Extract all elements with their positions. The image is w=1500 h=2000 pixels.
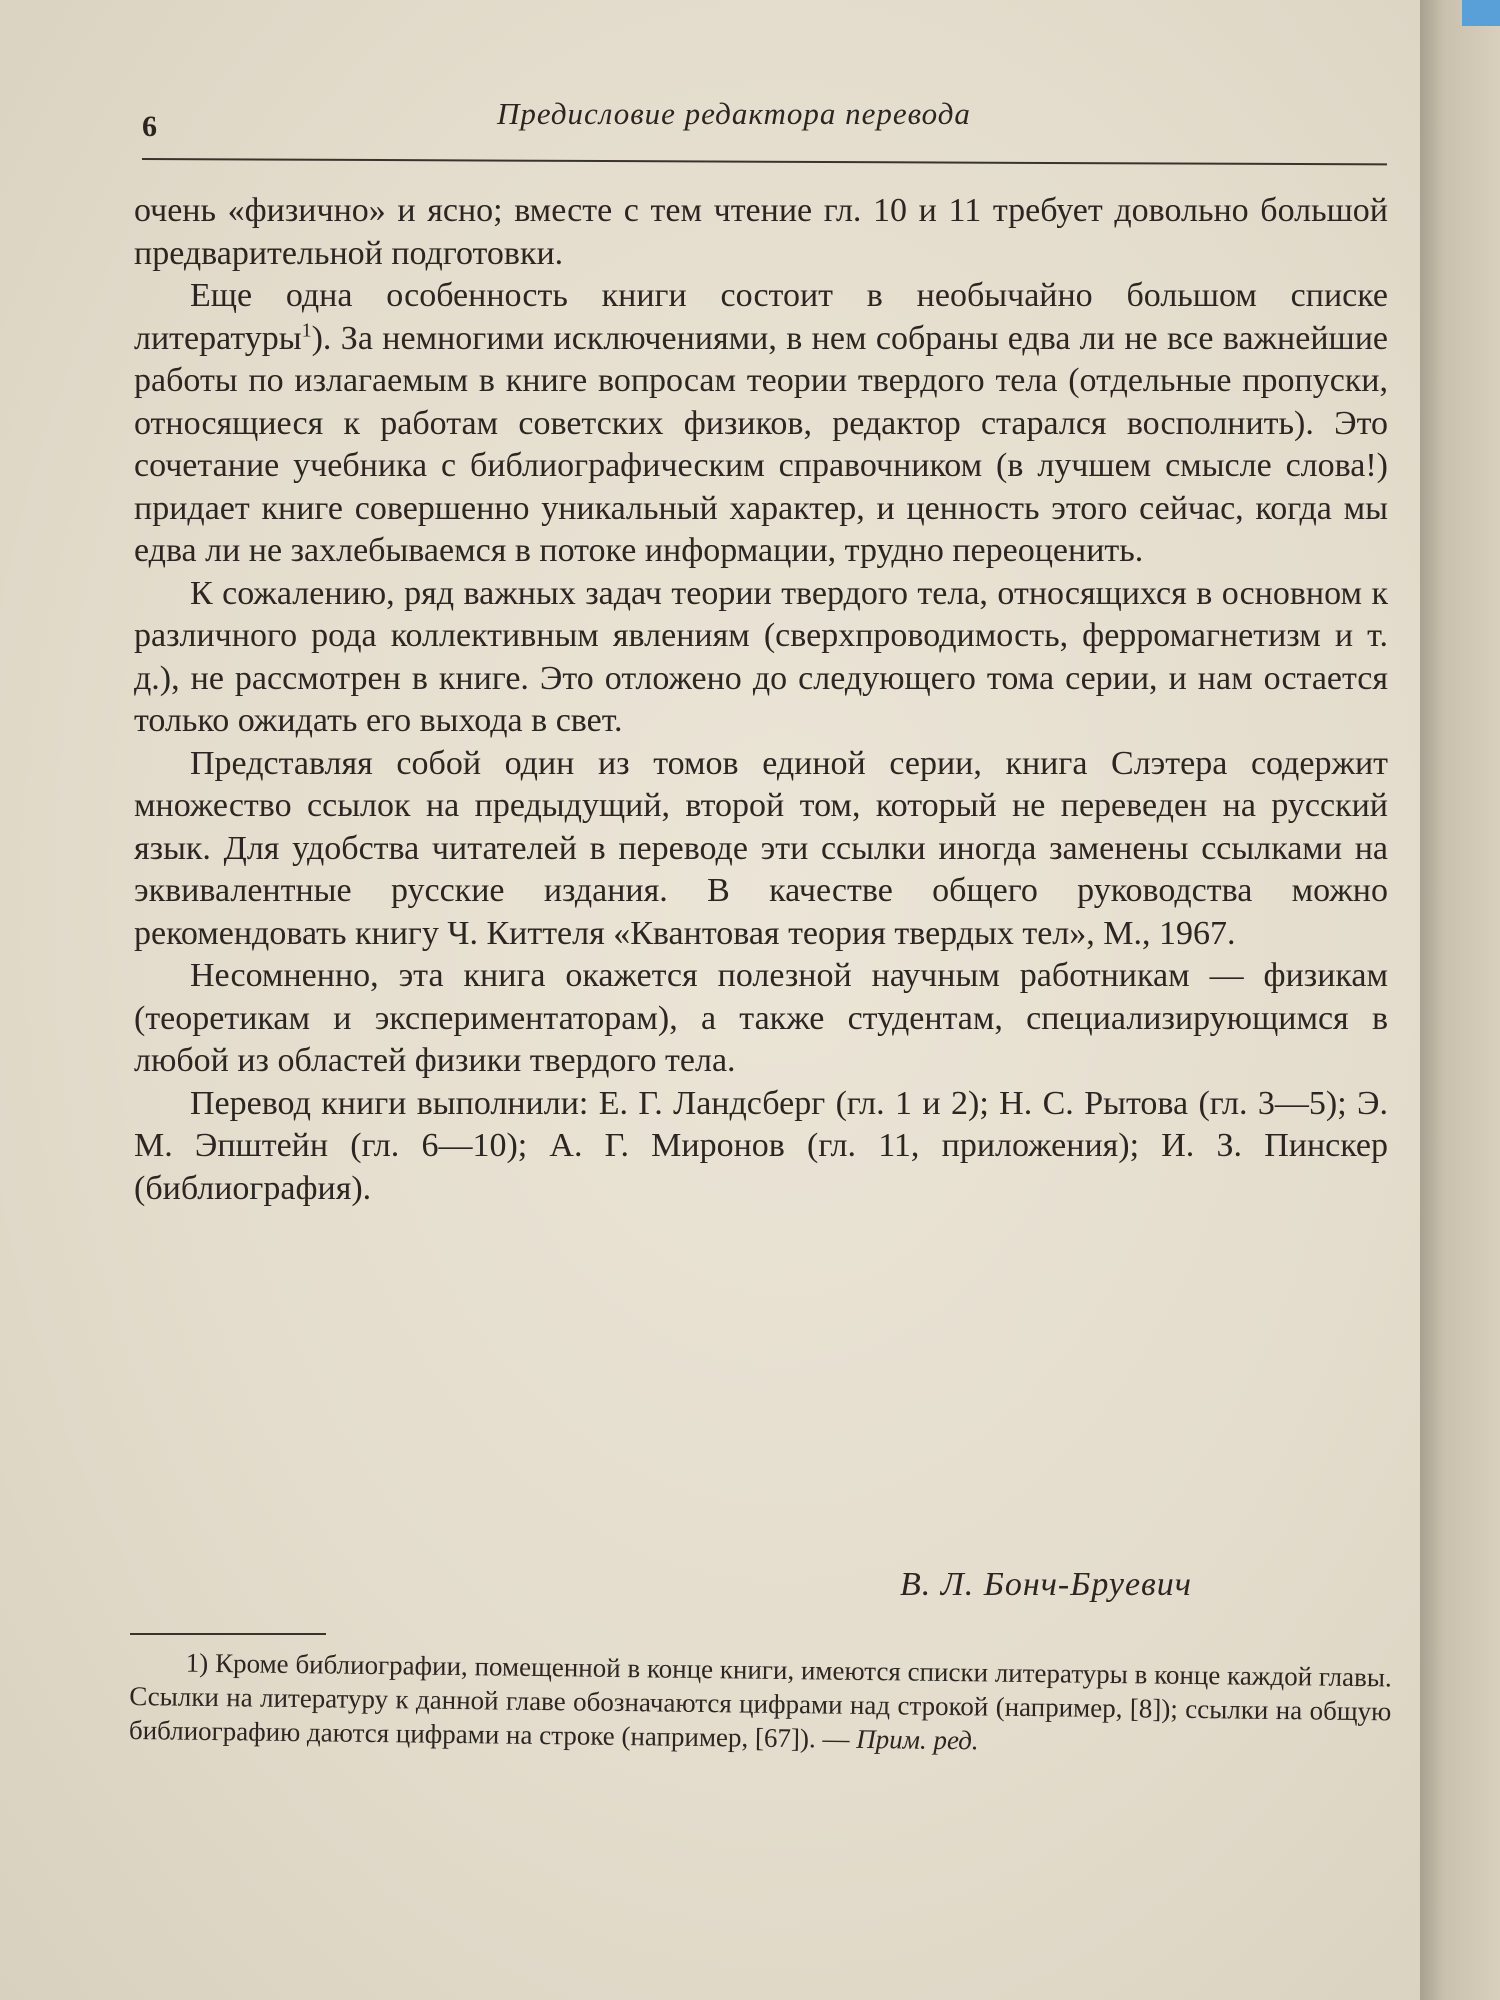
paragraph-bibliography-end: ). За немногими исключениями, в нем собраны едва ли не все важнейшие работы по излагаемым в книге вопросам теории твердого тела (отдельные пропуски, относящиеся к работам советских физиков, редактор старался восполнить). Это сочетание учебника с библиографическим справочником (в лучшем смысле слова!) придает книге совершенно уникальный характер, и ценность этого сейчас, когда мы едва ли не захлебываемся в потоке информации, трудно переоценить. [134,319,1388,569]
footnote-reference: 1 [301,319,312,342]
editor-signature: В. Л. Бонч-Бруевич [900,1566,1193,1603]
paragraph-translators: Перевод книги выполнили: Е. Г. Ландсберг (гл. 1 и 2); Н. С. Рытова (гл. 3—5); Э. М. Эпштейн (гл. 6—10); А. Г. Миронов (гл. 11, приложения); И. З. Пинскер (библиография). [134,1084,1388,1207]
paragraph-bibliography-start: Еще одна особенность книги состоит в необычайно большом списке литературы [134,277,1388,357]
paragraph-audience: Несомненно, эта книга окажется полезной научным работникам — физикам (теоретикам и экспериментаторам), а также студентам, специализирующимся в любой из областей физики твердого тела. [134,957,1388,1079]
page-number: 6 [142,110,157,143]
paragraph-series: Представляя собой один из томов единой серии, книга Слэтера содержит множество ссылок на предыдущий, второй том, который не переведен на русский язык. Для удобства читателей в переводе эти ссылки иногда заменены ссылками на эквивалентные русские издания. В качестве общего руководства можно рекомендовать книгу Ч. Киттеля «Квантовая теория твердых тел», М., 1967. [134,744,1388,952]
footnote-rule [130,1633,326,1635]
paragraph-bibliography [134,275,1388,573]
footnote-paragraph [129,1645,1392,1762]
running-header [142,96,1387,146]
main-text [134,190,1388,1210]
blue-tab-marker [1462,0,1500,26]
paragraph-regret: К сожалению, ряд важных задач теории твердого тела, относящихся в основном к различного рода коллективным явлениям (сверхпроводимость, ферромагнетизм и т. д.), не рассмотрен в книге. Это отложено до следующего тома серии, и нам остается только ожидать его выхода в свет. [134,574,1388,739]
running-title: Предисловие редактора перевода [497,96,971,131]
footnote [129,1645,1392,1762]
footnote-marker: 1) [185,1647,209,1678]
page-edge [1420,0,1500,2000]
footnote-editor-note: Прим. ред. [856,1723,979,1756]
paragraph-continued: очень «физично» и ясно; вместе с тем чтение гл. 10 и 11 требует довольно большой предварительной подготовки. [134,192,1388,272]
footnote-text: Кроме библиографии, помещенной в конце книги, имеются списки литературы в конце каждой главы. Ссылки на литературу к данной главе обозначаются цифрами над строкой (например, [8]); ссылки на общую библиографию даются цифрами на строке (например, [67]). — [128,1648,1392,1754]
header-rule [142,158,1387,165]
